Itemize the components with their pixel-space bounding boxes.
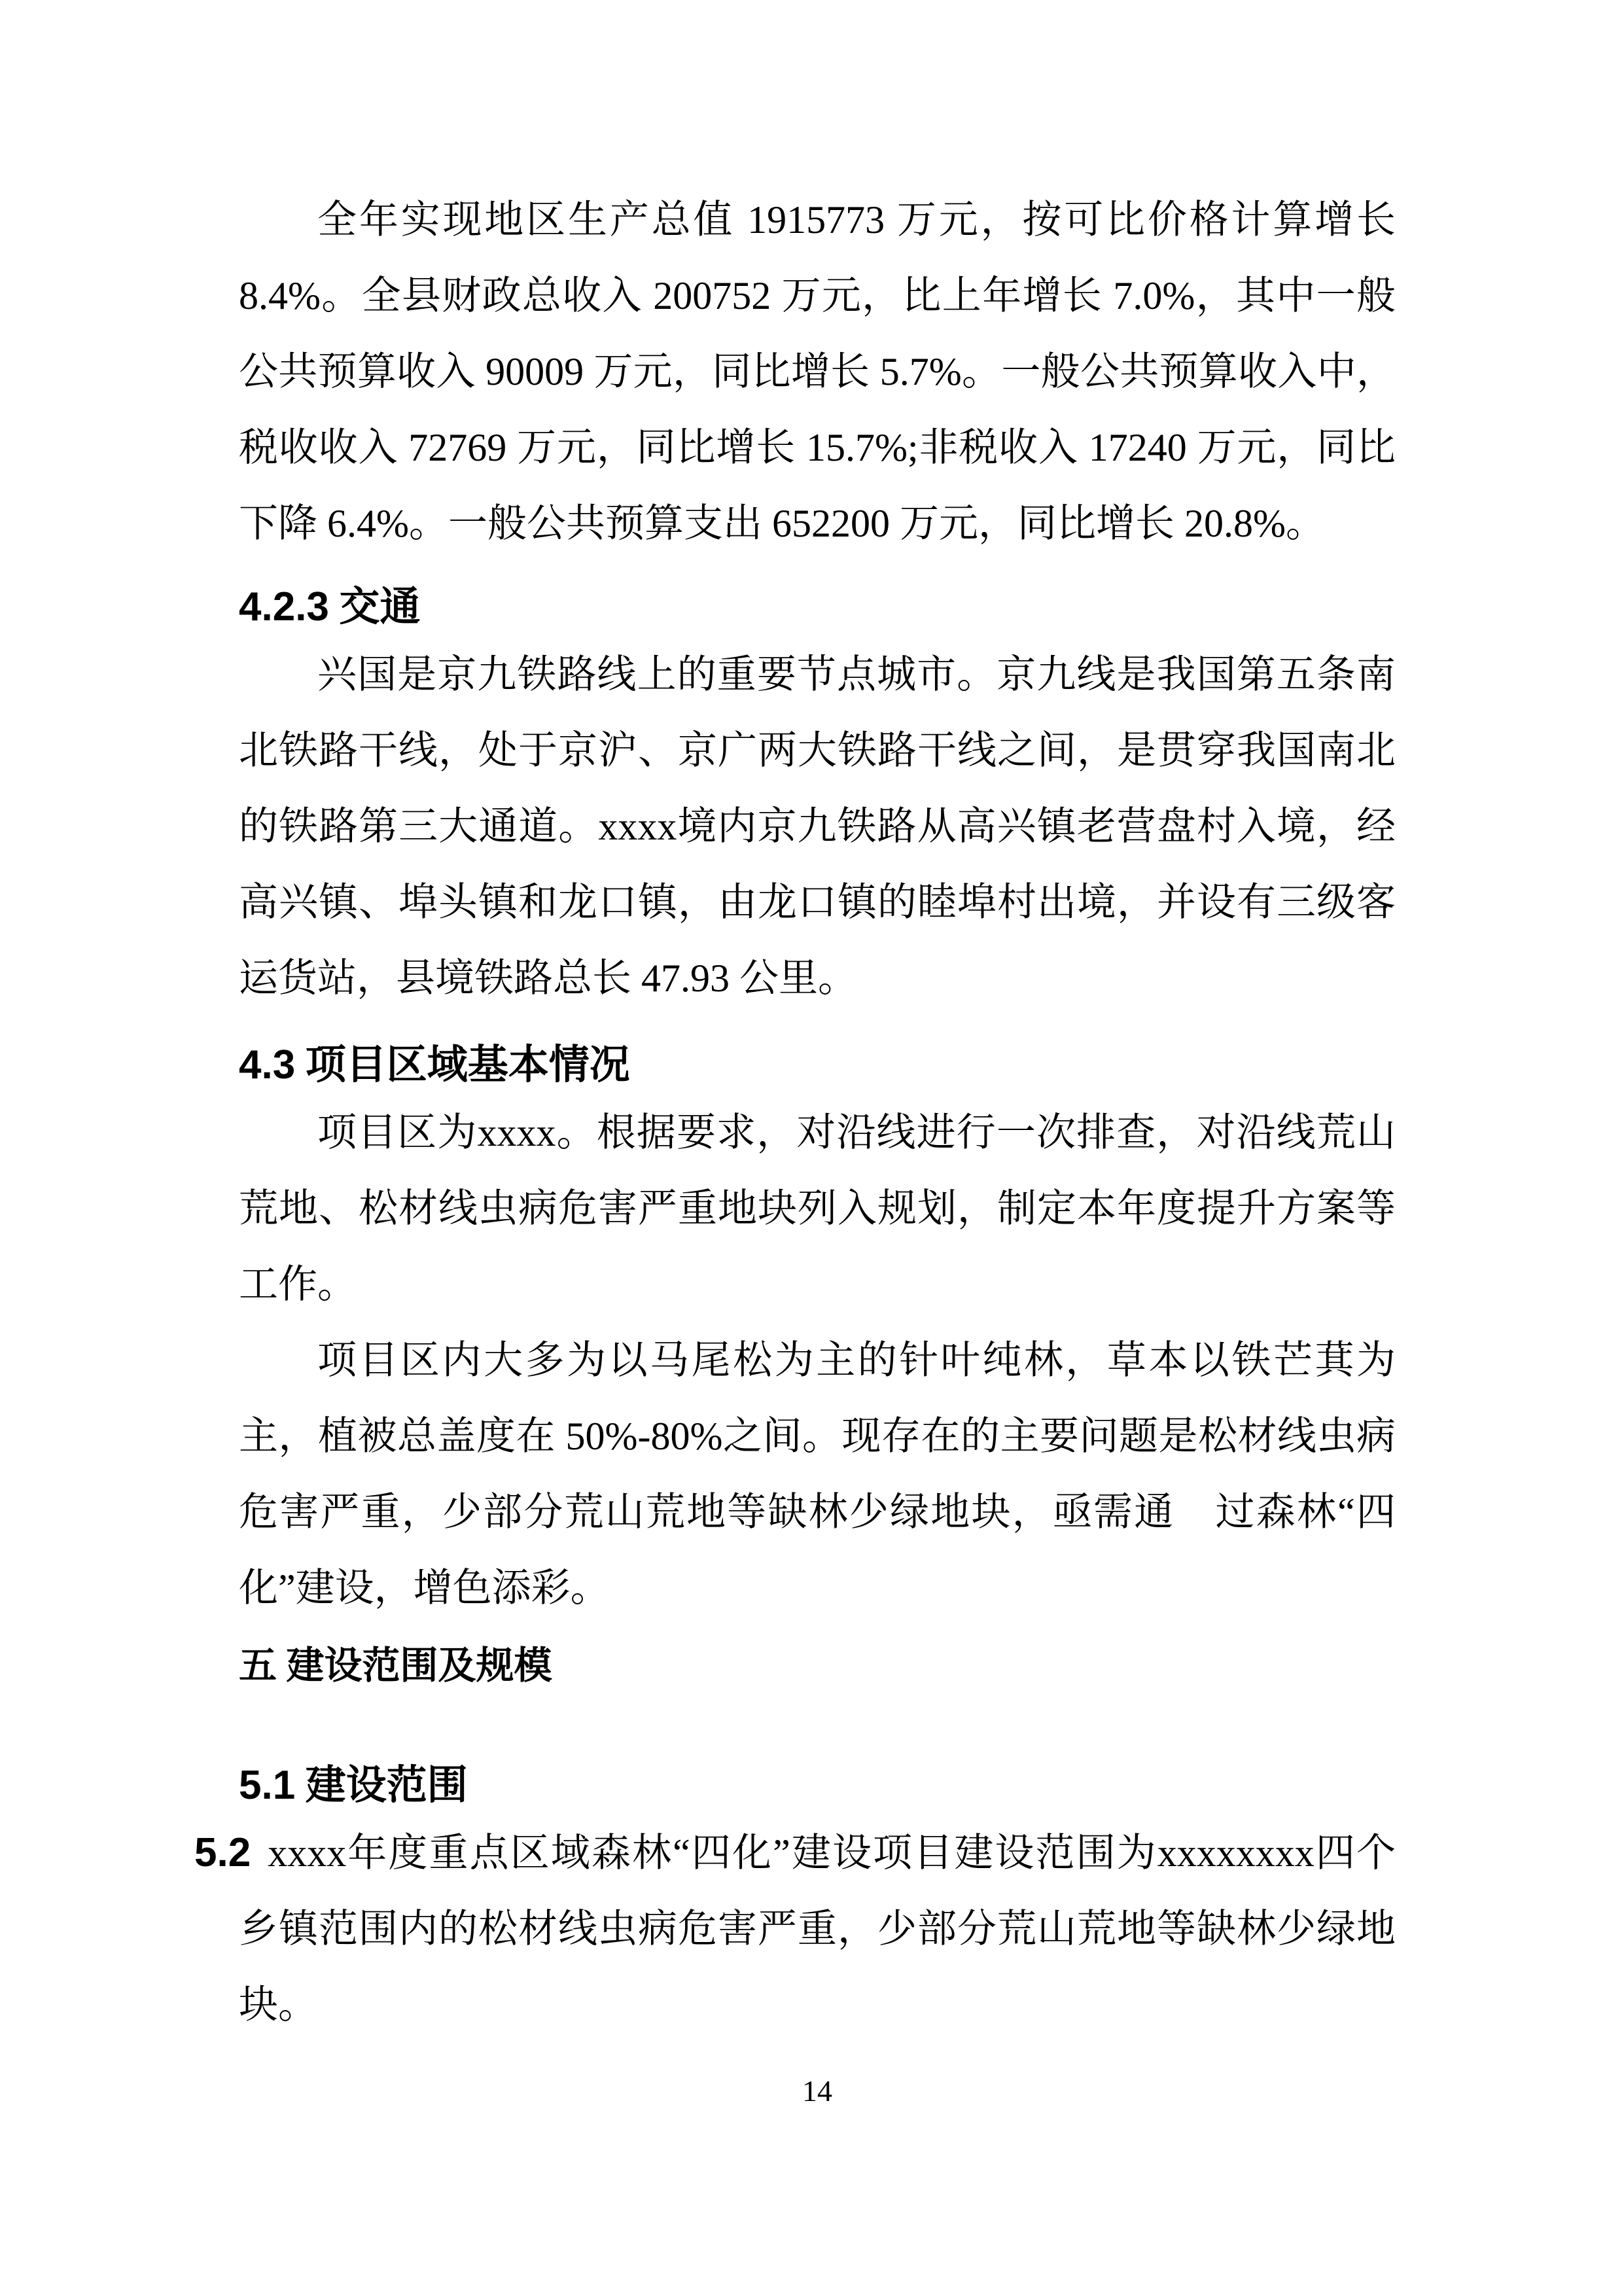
paragraph-vegetation: 项目区内大多为以马尾松为主的针叶纯林，草本以铁芒萁为主，植被总盖度在 50%-80%之间。现存在的主要问题是松材线虫病危害严重，少部分荒山荒地等缺林少绿地块，亟需通 过森林“四化”建设，增色添彩。 [239, 1339, 1396, 1610]
heading-5-scope-and-scale [239, 1636, 1396, 1695]
heading-title: 五 建设范围及规模 [239, 1644, 552, 1687]
heading-number: 4.3 [239, 1042, 296, 1087]
paragraph-text: xxxx年度重点区域森林“四化”建设项目建设范围为xxxxxxxx四个乡镇范围内的松材线虫病危害严重，少部分荒山荒地等缺林少绿地块。 [239, 1831, 1396, 2026]
heading-title: 建设范围 [305, 1763, 468, 1808]
paragraph-finance-stats: 全年实现地区生产总值 1915773 万元，按可比价格计算增长 8.4%。全县财政总收入 200752 万元，比上年增长 7.0%，其中一般公共预算收入 90009 万元，同比增长 5.7%。一般公共预算收入中，税收收入 72769 万元，同比增长 15.7%;非税收入 17240 万元，同比下降 6.4%。一般公共预算支出 652200 万元，同比增长 20.8%。 [239, 198, 1396, 545]
heading-number: 5.1 [239, 1763, 296, 1808]
page-number: 14 [802, 2074, 832, 2108]
heading-4-3-project-area [239, 1036, 1396, 1095]
paragraph-5-2-scope [194, 1815, 1396, 2043]
paragraph-project-area: 项目区为xxxx。根据要求，对沿线进行一次排查，对沿线荒山荒地、松材线虫病危害严重地块列入规划，制定本年度提升方案等工作。 [239, 1111, 1396, 1306]
heading-title: 交通 [339, 585, 421, 629]
heading-title: 项目区域基本情况 [305, 1043, 630, 1087]
paragraph-transport: 兴国是京九铁路线上的重要节点城市。京九线是我国第五条南北铁路干线，处于京沪、京广两大铁路干线之间，是贯穿我国南北的铁路第三大通道。xxxx境内京九铁路从高兴镇老营盘村入境，经高兴镇、埠头镇和龙口镇，由龙口镇的睦埠村出境，并设有三级客运货站，县境铁路总长 47.93 公里。 [239, 653, 1396, 1000]
heading-number: 4.2.3 [239, 584, 329, 629]
heading-4-2-3-traffic [239, 578, 1396, 637]
heading-5-1-scope [239, 1756, 1396, 1815]
heading-number: 5.2 [194, 1830, 251, 1875]
